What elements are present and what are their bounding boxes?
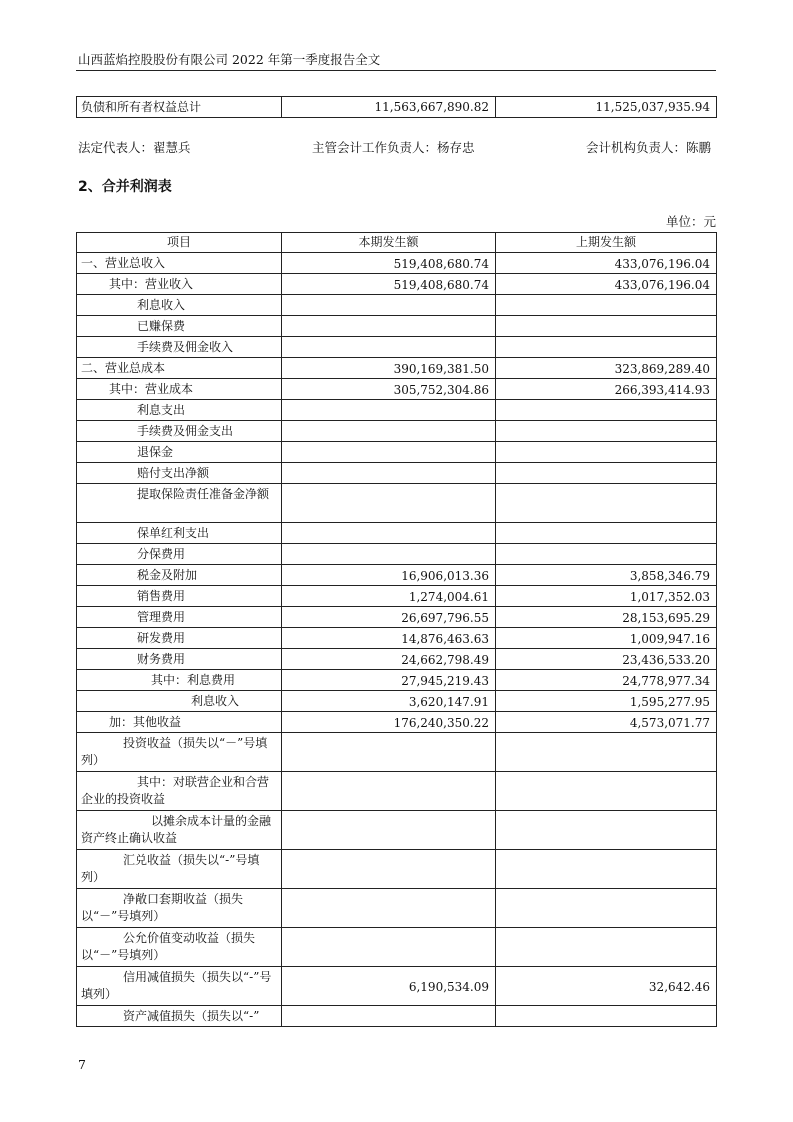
previous-value [496, 463, 717, 484]
previous-value [496, 523, 717, 544]
table-row [77, 565, 717, 586]
row-label: 利息收入 [77, 295, 282, 316]
row-label: 汇兑收益（损失以“-”号填列） [77, 850, 282, 889]
table-row [77, 463, 717, 484]
current-value [282, 400, 496, 421]
table-row [77, 400, 717, 421]
row-label: 管理费用 [77, 607, 282, 628]
row-label: 财务费用 [77, 649, 282, 670]
current-value: 519,408,680.74 [282, 253, 496, 274]
column-header-item: 项目 [77, 233, 282, 253]
income-statement-table [76, 232, 717, 1027]
previous-value [496, 484, 717, 523]
column-header-current: 本期发生额 [282, 233, 496, 253]
current-value: 6,190,534.09 [282, 967, 496, 1006]
unit-label: 单位：元 [665, 214, 716, 229]
row-label: 其中：营业收入 [77, 274, 282, 295]
current-value: 305,752,304.86 [282, 379, 496, 400]
current-value [282, 484, 496, 523]
table-row [77, 607, 717, 628]
row-label: 已赚保费 [77, 316, 282, 337]
table-row [77, 811, 717, 850]
previous-value [496, 928, 717, 967]
table-row [77, 586, 717, 607]
previous-value [496, 772, 717, 811]
table-row [77, 733, 717, 772]
current-value [282, 850, 496, 889]
row-label: 投资收益（损失以“－”号填列） [77, 733, 282, 772]
previous-value [496, 811, 717, 850]
previous-value [496, 295, 717, 316]
table-row [77, 316, 717, 337]
current-value: 390,169,381.50 [282, 358, 496, 379]
row-label: 其中：对联营企业和合营企业的投资收益 [77, 772, 282, 811]
column-header-previous: 上期发生额 [496, 233, 717, 253]
current-value: 14,876,463.63 [282, 628, 496, 649]
previous-value: 433,076,196.04 [496, 274, 717, 295]
current-value [282, 421, 496, 442]
current-value: 16,906,013.36 [282, 565, 496, 586]
table-row [77, 649, 717, 670]
previous-value: 28,153,695.29 [496, 607, 717, 628]
current-value: 27,945,219.43 [282, 670, 496, 691]
current-value: 176,240,350.22 [282, 712, 496, 733]
row-label: 其中：利息费用 [77, 670, 282, 691]
previous-value: 3,858,346.79 [496, 565, 717, 586]
page-number: 7 [78, 1057, 86, 1072]
previous-value [496, 337, 717, 358]
previous-value: 1,009,947.16 [496, 628, 717, 649]
current-value [282, 811, 496, 850]
current-value: 3,620,147.91 [282, 691, 496, 712]
table-row [77, 544, 717, 565]
current-value [282, 928, 496, 967]
current-value [282, 733, 496, 772]
current-value [282, 295, 496, 316]
current-value: 26,697,796.55 [282, 607, 496, 628]
row-label: 资产减值损失（损失以“-” [77, 1006, 282, 1027]
table-row [77, 928, 717, 967]
row-label: 利息收入 [77, 691, 282, 712]
previous-value [496, 889, 717, 928]
current-value [282, 889, 496, 928]
header-divider [76, 70, 716, 71]
table-row [77, 712, 717, 733]
current-value [282, 544, 496, 565]
row-label: 退保金 [77, 442, 282, 463]
table-row [77, 97, 717, 118]
previous-value: 24,778,977.34 [496, 670, 717, 691]
table-row [77, 253, 717, 274]
row-label: 税金及附加 [77, 565, 282, 586]
row-label: 净敞口套期收益（损失以“－”号填列） [77, 889, 282, 928]
previous-value: 1,595,277.95 [496, 691, 717, 712]
previous-value [496, 400, 717, 421]
accounting-org-head: 会计机构负责人：陈鹏 [586, 140, 712, 155]
table-row [77, 670, 717, 691]
table-row [77, 628, 717, 649]
row-label: 分保费用 [77, 544, 282, 565]
current-value [282, 442, 496, 463]
current-value [282, 1006, 496, 1027]
table-row [77, 889, 717, 928]
table-row [77, 421, 717, 442]
previous-value [496, 1006, 717, 1027]
current-value [282, 523, 496, 544]
page-header: 山西蓝焰控股股份有限公司 2022 年第一季度报告全文 [78, 52, 381, 67]
table-row [77, 337, 717, 358]
row-label: 利息支出 [77, 400, 282, 421]
previous-value: 323,869,289.40 [496, 358, 717, 379]
previous-value: 23,436,533.20 [496, 649, 717, 670]
previous-value [496, 544, 717, 565]
table-row [77, 295, 717, 316]
table-row [77, 691, 717, 712]
row-label: 负债和所有者权益总计 [77, 97, 282, 118]
previous-value [496, 421, 717, 442]
table-row [77, 484, 717, 523]
row-label: 加：其他收益 [77, 712, 282, 733]
current-value [282, 337, 496, 358]
row-label: 手续费及佣金支出 [77, 421, 282, 442]
previous-value [496, 442, 717, 463]
table-row [77, 274, 717, 295]
previous-value [496, 733, 717, 772]
row-label: 提取保险责任准备金净额 [77, 484, 282, 523]
accounting-head: 主管会计工作负责人：杨存忠 [312, 140, 475, 155]
table-row [77, 967, 717, 1006]
current-value: 519,408,680.74 [282, 274, 496, 295]
row-label: 销售费用 [77, 586, 282, 607]
current-value [282, 772, 496, 811]
current-value [282, 463, 496, 484]
section-title: 2、合并利润表 [78, 179, 172, 195]
row-label: 一、营业总收入 [77, 253, 282, 274]
table-row [77, 379, 717, 400]
row-label: 保单红利支出 [77, 523, 282, 544]
row-label: 其中：营业成本 [77, 379, 282, 400]
previous-value: 1,017,352.03 [496, 586, 717, 607]
previous-value [496, 850, 717, 889]
row-label: 以摊余成本计量的金融资产终止确认收益 [77, 811, 282, 850]
table-row [77, 1006, 717, 1027]
row-label: 研发费用 [77, 628, 282, 649]
previous-value: 266,393,414.93 [496, 379, 717, 400]
row-label: 手续费及佣金收入 [77, 337, 282, 358]
previous-value: 433,076,196.04 [496, 253, 717, 274]
current-value: 1,274,004.61 [282, 586, 496, 607]
table-row [77, 850, 717, 889]
table-header-row [77, 233, 717, 253]
row-label: 二、营业总成本 [77, 358, 282, 379]
current-value: 11,563,667,890.82 [282, 97, 496, 118]
table-row [77, 772, 717, 811]
legal-representative: 法定代表人：翟慧兵 [78, 140, 191, 155]
previous-value: 4,573,071.77 [496, 712, 717, 733]
table-row [77, 442, 717, 463]
previous-value [496, 316, 717, 337]
previous-value: 32,642.46 [496, 967, 717, 1006]
current-value [282, 316, 496, 337]
row-label: 公允价值变动收益（损失以“－”号填列） [77, 928, 282, 967]
previous-value: 11,525,037,935.94 [496, 97, 717, 118]
row-label: 赔付支出净额 [77, 463, 282, 484]
row-label: 信用减值损失（损失以“-”号填列） [77, 967, 282, 1006]
table-row [77, 523, 717, 544]
table-row [77, 358, 717, 379]
balance-total-table [76, 96, 717, 118]
current-value: 24,662,798.49 [282, 649, 496, 670]
